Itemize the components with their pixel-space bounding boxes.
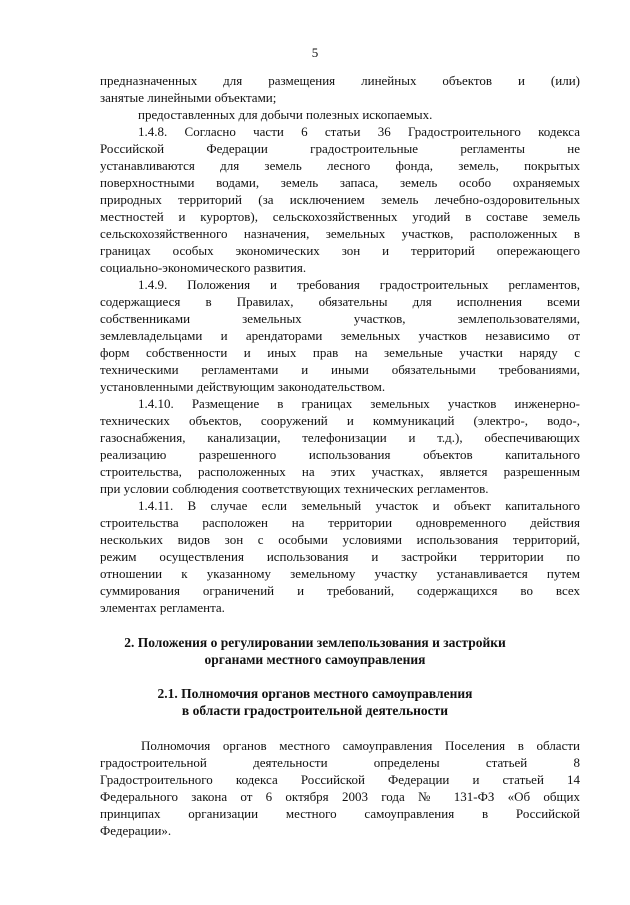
- section-2-1-heading: 2.1. Полномочия органов местного самоуправления: [157, 686, 473, 701]
- paragraph-1-4-8-line: границах особых экономических зон и территорий опережающего: [100, 243, 580, 258]
- paragraph-1-4-10-line: строительства, расположенных на этих участках, является разрешенным: [100, 464, 580, 479]
- body-line: предназначенных для размещения линейных объектов и (или): [100, 73, 580, 88]
- paragraph-1-4-11-line: строительства расположен на территории одновременного действия: [100, 515, 580, 530]
- paragraph-1-4-8-line: природных территорий (за исключением земель лечебно-оздоровительных: [100, 192, 580, 207]
- paragraph-1-4-11-line: 1.4.11. В случае если земельный участок и объект капитального: [138, 498, 580, 513]
- paragraph-1-4-10-line: при условии соблюдения соответствующих технических регламентов.: [100, 481, 489, 496]
- section-2-1-text-line: Федерального закона от 6 октября 2003 года № 131-ФЗ «Об общих: [100, 789, 580, 804]
- paragraph-1-4-11-line: суммирования ограничений и требований, содержащихся во всех: [100, 583, 580, 598]
- paragraph-1-4-8-line: 1.4.8. Согласно части 6 статьи 36 Градостроительного кодекса: [138, 124, 580, 139]
- paragraph-1-4-10-line: газоснабжения, канализации, телефонизации и т.д.), обеспечивающих: [100, 430, 580, 445]
- section-2-1-text-line: Федерации».: [100, 823, 172, 838]
- section-2-heading: 2. Положения о регулировании землепользования и застройки: [124, 635, 506, 650]
- section-2-heading: органами местного самоуправления: [204, 652, 426, 667]
- paragraph-1-4-11-line: отношении к указанному земельному участку устанавливается путем: [100, 566, 580, 581]
- section-2-1-text-line: принципах организации местного самоуправления в Российской: [100, 806, 580, 821]
- section-2-1-heading: в области градостроительной деятельности: [181, 703, 449, 718]
- paragraph-1-4-10-line: 1.4.10. Размещение в границах земельных участков инженерно-: [138, 396, 580, 411]
- paragraph-1-4-9-line: землевладельцами и арендаторами земельных участков независимо от: [100, 328, 580, 343]
- paragraph-1-4-8-line: Российской Федерации градостроительные регламенты не: [100, 141, 580, 156]
- body-line: занятые линейными объектами;: [100, 90, 277, 105]
- paragraph-1-4-9-line: форм собственности и иных прав на земельные участки наряду с: [100, 345, 580, 360]
- page-number: 5: [311, 45, 319, 60]
- paragraph-1-4-8-line: социально-экономического развития.: [100, 260, 307, 275]
- paragraph-1-4-9-line: техническими регламентами и иными обязательными требованиями,: [100, 362, 580, 377]
- paragraph-1-4-11-line: режим осуществления использования и застройки территории по: [100, 549, 580, 564]
- paragraph-1-4-8-line: местностей и курортов), сельскохозяйственных угодий в составе земель: [100, 209, 580, 224]
- paragraph-1-4-8-line: сельскохозяйственного назначения, земельных участков, расположенных в: [100, 226, 580, 241]
- paragraph-1-4-9-line: собственниками земельных участков, землепользователями,: [100, 311, 580, 326]
- paragraph-1-4-9-line: 1.4.9. Положения и требования градостроительных регламентов,: [138, 277, 580, 292]
- paragraph-1-4-11-line: нескольких видов зон с особыми условиями использования территорий,: [100, 532, 580, 547]
- paragraph-1-4-10-line: реализацию разрешенного использования объектов капитального: [100, 447, 580, 462]
- paragraph-1-4-11-line: элементах регламента.: [100, 600, 225, 615]
- paragraph-1-4-8-line: поверхностными водами, земель запаса, земель особо охраняемых: [100, 175, 580, 190]
- paragraph-1-4-8-line: устанавливаются для земель лесного фонда, земель, покрытых: [100, 158, 580, 173]
- paragraph-1-4-9-line: содержащиеся в Правилах, обязательны для исполнения всеми: [100, 294, 580, 309]
- paragraph-1-4-10-line: технических объектов, сооружений и коммуникаций (электро-, водо-,: [100, 413, 580, 428]
- paragraph-1-4-9-line: установленными действующим законодательством.: [100, 379, 386, 394]
- section-2-1-text-line: Градостроительного кодекса Российской Федерации и статьей 14: [100, 772, 580, 787]
- section-2-1-text-line: градостроительной деятельности определены статьей 8: [100, 755, 580, 770]
- body-line: предоставленных для добычи полезных ископаемых.: [138, 107, 433, 122]
- section-2-1-text-line: Полномочия органов местного самоуправления Поселения в области: [141, 738, 580, 753]
